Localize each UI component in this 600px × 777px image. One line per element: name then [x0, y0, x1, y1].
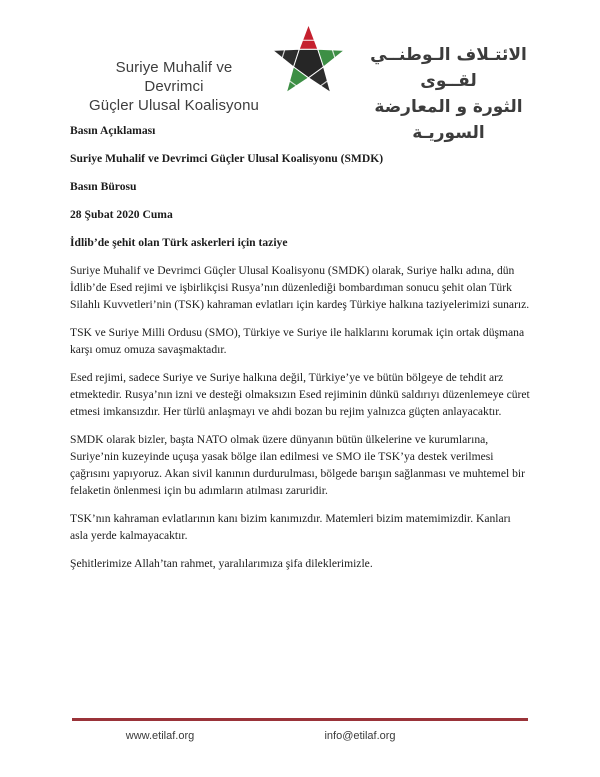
doc-title: İdlib’de şehit olan Türk askerleri için taziye	[70, 236, 288, 249]
paragraph-5: TSK’nın kahraman evlatlarının kanı bizim kanımızdır. Matemleri bizim matemimizdir. Kanları asla yerde kalmayacaktır.	[70, 512, 511, 542]
paragraph-2: TSK ve Suriye Milli Ordusu (SMO), Türkiye ve Suriye ile halklarını korumak için ortak düşmana karşı omuz omuza savaşmaktadır.	[70, 326, 525, 356]
star-arm-top	[299, 25, 318, 50]
paragraph-1: Suriye Muhalif ve Devrimci Güçler Ulusal Koalisyonu (SMDK) olarak, Suriye halkı adına, dün İdlib’de Esed rejimi ve işbirlikçisi Rusya’nın düzenlediği bombardıman sonucu şehit olan Türk Silahlı Kuvvetleri’nin (TSK) kahraman evlatları için kardeş Türkiye halkına taziyelerimizi sunarız.	[70, 264, 530, 311]
paragraph-3: Esed rejimi, sadece Suriye ve Suriye halkına değil, Türkiye’ye ve bütün bölgeye de tehdit arz etmektedir. Rusya’nın izni ve desteği olmaksızın Esed rejiminin dünkü saldırıyı düzenlemeye cüret etmesi imkansızdır. Her türlü anlaşmayı ve ahdi bozan bu rejim yalnızca güçten anlayacaktır.	[70, 371, 530, 418]
footer-rule	[72, 718, 528, 721]
org-name-turkish-line2: Güçler Ulusal Koalisyonu	[89, 97, 259, 114]
doc-org-line: Suriye Muhalif ve Devrimci Güçler Ulusal Koalisyonu (SMDK)	[70, 152, 384, 165]
org-name-arabic-line1: الائتـلاف الـوطنــي لقــوى	[370, 45, 527, 91]
paragraph-6: Şehitlerimize Allah’tan rahmet, yaralılarımıza şifa dileklerimizle.	[70, 557, 373, 570]
document-body	[70, 122, 531, 583]
paragraph-4: SMDK olarak bizler, başta NATO olmak üzere dünyanın bütün ülkelerine ve kurumlarına, Suriye’nin kuzeyinde uçuşa yasak bölge ilan edilmesi ve SMO ile TSK’ya destek verilmesi çağrısını yapıyoruz. Akan sivil kanının durdurulması, bölgede barışın sağlanması ve muhtemel bir felaketin önlenmesi için bu adımların atılması zaruridir.	[70, 433, 525, 497]
smdk-star-logo-icon	[271, 20, 346, 107]
website-link[interactable]: www.etilaf.org	[125, 730, 195, 742]
doc-date-line: 28 Şubat 2020 Cuma	[70, 208, 173, 221]
doc-office-line: Basın Bürosu	[70, 180, 137, 193]
org-name-arabic-line2: الثورة و المعارضة السوريـة	[374, 97, 523, 143]
doc-type-label: Basın Açıklaması	[70, 124, 156, 137]
org-name-turkish	[86, 58, 262, 115]
email-link[interactable]: info@etilaf.org	[324, 730, 396, 742]
org-name-turkish-line1: Suriye Muhalif ve Devrimci	[115, 59, 233, 95]
